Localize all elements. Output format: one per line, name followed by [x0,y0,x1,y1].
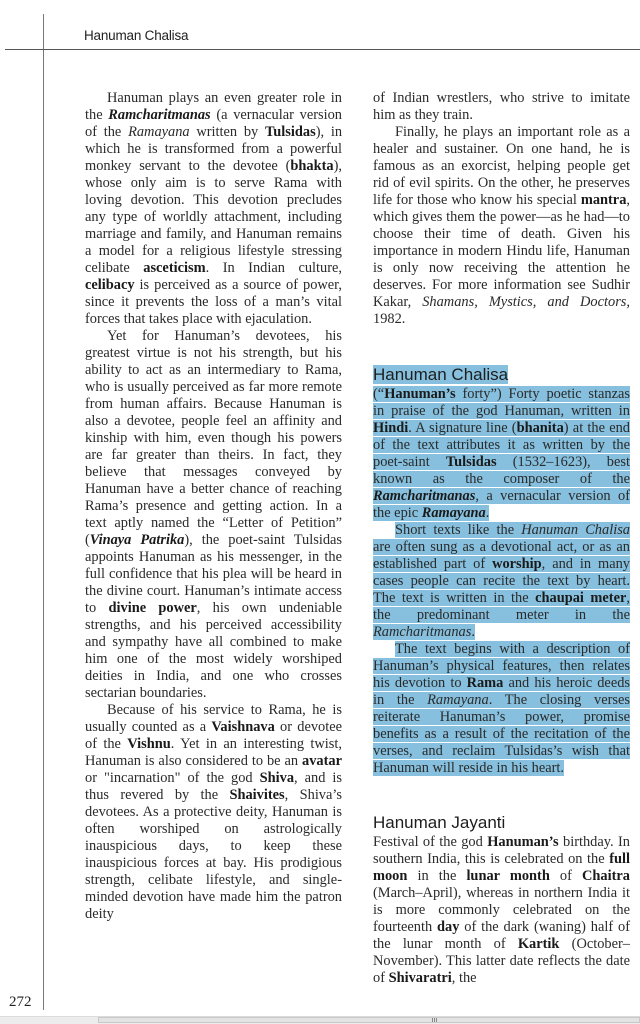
emphasis-term: Ramcharitmanas [373,488,476,504]
entry-heading-text: Hanuman Jayanti [373,813,506,832]
emphasis-term: Tulsidas [265,124,316,140]
text-run: (a vernacular version of the [85,107,342,140]
emphasis-term: Shamans, Mystics, and Doctors, [422,294,630,310]
emphasis-term: Ramayana [421,505,486,521]
emphasis-term: worship [492,556,542,572]
emphasis-term: chaupai meter [535,590,627,606]
emphasis-term: Kartik [517,936,560,952]
text-run: forty”) Forty poetic stanzas in praise of the god Hanuman, written in [373,386,630,419]
emphasis-term: Shiva [259,770,295,786]
body-paragraph [373,90,630,124]
margin-vertical-rule [43,14,44,1010]
text-run: Yet for Hanuman’s devotees, his greatest virtue is not his strength, but his ability to act as an intermediary to Rama, who is usually perceived as far more remote from human affairs. Because Hanuman is also a devotee, people feel an affinity and kinship with him, even though his powers are far greater than theirs. In fact, they believe that messages conveyed by Hanuman have a better chance of reaching Rama’s presence and getting action. In a text aptly named the “Letter of Petition” ( [85,328,342,548]
emphasis-term: Hindi [373,420,409,436]
text-run: (March–April), whereas in northern India it is more commonly celebrated on the fourteenth [373,885,630,935]
emphasis-term: Ramcharitmanas [373,624,472,640]
right-column [373,90,630,987]
emphasis-term: Hanuman’s [487,834,559,850]
page-number: 272 [9,994,32,1010]
emphasis-term: Tulsidas [445,454,497,470]
text-run: , a vernacular version of the epic [373,488,630,521]
entry-heading [373,812,630,834]
text-run: Hanuman plays an even greater role in the [85,90,342,123]
emphasis-term: asceticism [143,260,206,276]
text-run: Short texts like the [395,522,522,538]
text-run: ) at the end of the text attributes it as written by the poet-saint [373,420,630,470]
emphasis-term: Shaivites [229,787,285,803]
text-run: , and is thus revered by the [85,770,343,803]
text-run: (1532–1623), best known as the composer of the [373,454,630,487]
text-run: of Indian wrestlers, who strive to imitate him as they train. [373,90,630,123]
text-run: . Yet in an interesting twist, Hanuman is also considered to be an [85,736,343,769]
text-run: . A signature line ( [408,420,517,436]
glossary-entry[interactable] [373,364,630,777]
text-run: . [485,505,490,521]
emphasis-term: Chaitra [582,868,630,884]
entry-paragraph [373,386,630,522]
grip-lines-icon [432,1018,438,1022]
emphasis-term: mantra [580,192,627,208]
text-run: , which gives them the power—as he had—to choose their time of death. Given his importance in modern Hindu life, Hanuman is only now receiving the attention he deserves. For more information see Sudhir Kakar, [373,192,630,310]
text-run: Because of his service to Rama, he is usually counted as a [85,702,342,735]
emphasis-term: lunar month [466,868,550,884]
text-run: . In Indian culture, [205,260,342,276]
text-run: of [549,868,583,884]
emphasis-term: Rama [466,675,504,691]
emphasis-term: Vaishnava [211,719,275,735]
emphasis-term: divine power [108,600,197,616]
entry-paragraph [373,522,630,641]
running-head: Hanuman Chalisa [84,28,189,43]
emphasis-term: Hanuman Chalisa [521,522,630,538]
emphasis-term: Ramcharitmanas [108,107,211,123]
text-run: 1982. [373,311,406,327]
text-run: Festival of the god [373,834,488,850]
entry-heading-text: Hanuman Chalisa [373,365,509,384]
body-paragraph [85,90,342,328]
text-run: , and in many cases people can recite the text by heart. The text is written in the [373,556,630,606]
text-run: (October–November). This latter date reflects the date of [373,936,630,986]
entry-paragraph [373,834,630,987]
emphasis-term: Ramayana [427,692,489,708]
text-run: . The closing verses reiterate Hanuman’s power, promise benefits as a result of the recitation of the verses, and reclaim Tulsidas’s wish that Hanuman will reside in his heart. [373,692,630,776]
emphasis-term: bhanita [516,420,564,436]
text-run: , Shiva’s devotees. As a protective deity, Hanuman is often worshiped on astrologically inauspicious days, to keep these inauspicious forces at bay. His prodigious strength, celibate lifestyle, and single-minded devotion have made him the patron deity [85,787,342,922]
emphasis-term: Vinaya Patrika [89,532,185,548]
emphasis-term: avatar [302,753,342,769]
emphasis-term: Vishnu [127,736,171,752]
emphasis-term: Ramayana [128,124,190,140]
text-run: or devotee of the [85,719,342,752]
text-run: in the [407,868,467,884]
emphasis-term: bhakta [290,158,334,174]
emphasis-term: Hanuman’s [384,386,456,402]
text-run: are often sung as a devotional act, or as an established part of [373,539,630,572]
horizontal-scrollbar-thumb[interactable] [98,1017,640,1023]
text-run: . [471,624,475,640]
text-run: ), whose only aim is to serve Rama with loving devotion. This devotion precludes any type of worldly attachment, including marriage and family, and Hanuman remains a model for a religious lifestyle stressing celibate [85,158,342,276]
emphasis-term: Shivaratri [388,970,452,986]
text-run: is perceived as a source of power, since it prevents the loss of a man’s vital forces that takes place with ejaculation. [85,277,342,327]
emphasis-term: day [437,919,460,935]
text-run: The text begins with a description of Hanuman’s physical features, then relates his devotion to [373,641,630,691]
entry-heading [373,364,630,386]
text-run: , the predominant meter in the [373,590,630,623]
text-run: Finally, he plays an important role as a healer and sustainer. On one hand, he is famous as an exorcist, helping people get rid of evil spirits. On the other, he preserves life for those who know his special [373,124,630,208]
entry-paragraph [373,641,630,777]
glossary-entry [373,812,630,987]
body-paragraph [85,702,342,923]
text-run: (“ [373,386,385,402]
body-paragraph [373,124,630,328]
body-paragraph [85,328,342,702]
text-run: of the dark (waning) half of the lunar month of [373,919,630,952]
text-run: ), the poet-saint Tulsidas appoints Hanuman as his messenger, in the full confidence that his plea will be heard in the divine court. Hanuman’s intimate access to [85,532,343,616]
emphasis-term: full moon [373,851,630,884]
text-run: or "incarnation" of the god [85,770,260,786]
emphasis-term: celibacy [85,277,135,293]
text-run: , his own undeniable strengths, and his perceived accessibility and sympathy have all combined to make him one of the most widely worshiped deities in India, and one who crosses sectarian boundaries. [85,600,342,701]
text-run: written by [189,124,265,140]
left-column [85,90,342,923]
header-rule [5,49,640,50]
text-run: , the [451,970,477,986]
text-run: ), in which he is transformed from a powerful monkey servant to the devotee ( [85,124,343,174]
text-run: birthday. In southern India, this is celebrated on the [373,834,630,867]
text-run: and his heroic deeds in the [373,675,630,708]
